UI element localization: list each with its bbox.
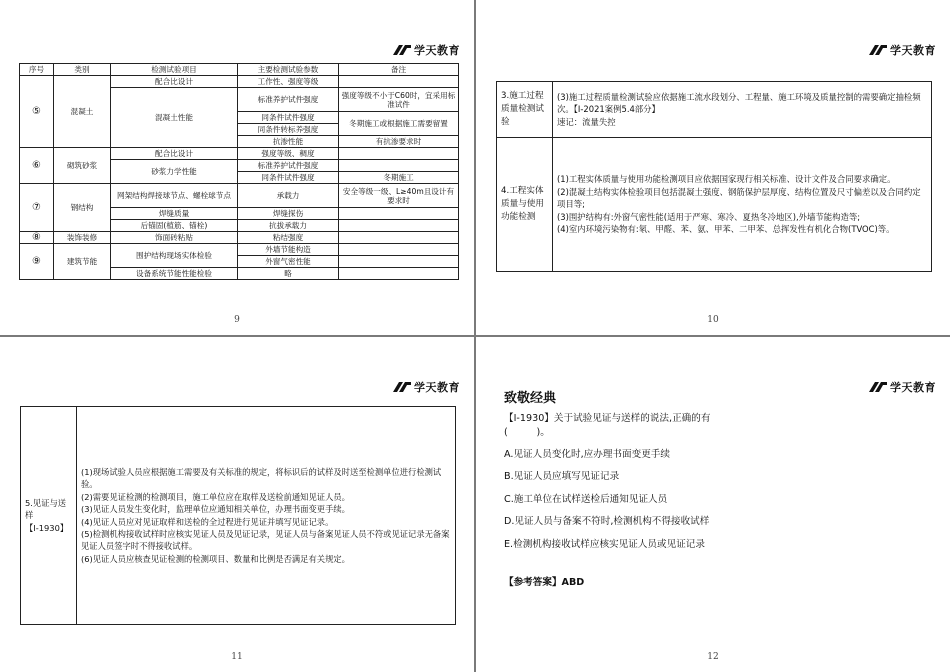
row-category: 钢结构: [54, 184, 111, 232]
header-test-item: 检测试验项目: [111, 64, 238, 76]
row-content: [77, 407, 456, 625]
inspection-table: [496, 81, 932, 272]
row-test-item: 砂浆力学性能: [111, 160, 238, 184]
content-line: (4)见证人员应对见证取样和送检的全过程进行见证并填写见证记录。: [81, 516, 334, 527]
row-test-item: 围护结构现场实体检验: [111, 244, 238, 268]
row-test-item: 设备系统节能性能检验: [111, 268, 238, 280]
quiz-title: 致敬经典: [504, 391, 557, 406]
row-note: [339, 220, 459, 232]
page-9: [0, 0, 474, 335]
table-row: [20, 232, 459, 244]
row-param: 同条件转标养强度: [238, 124, 339, 136]
quiz-option-d: D.见证人员与备案不符时,检测机构不得接收试样: [504, 516, 710, 528]
row-param: 外窗气密性能: [238, 256, 339, 268]
content-line: (3)见证人员发生变化时，监理单位应通知相关单位，办理书面变更手续。: [81, 504, 350, 515]
witness-table: [20, 406, 456, 625]
row-category: 3.施工过程质量检测试验: [497, 82, 553, 138]
header-category: 类别: [54, 64, 111, 76]
row-param: 抗拔承载力: [238, 220, 339, 232]
brand-name: 学天教育: [414, 381, 460, 394]
table-row: [20, 184, 459, 208]
row-test-item: 混凝土性能: [111, 88, 238, 148]
row-number: ⑤: [20, 76, 54, 148]
row-number: ⑦: [20, 184, 54, 232]
row-number: ⑥: [20, 148, 54, 184]
row-param: 略: [238, 268, 339, 280]
row-param: 粘结强度: [238, 232, 339, 244]
page-number: 12: [707, 652, 719, 662]
table-row: [20, 244, 459, 256]
quiz-option-b: B.见证人员应填写见证记录: [504, 471, 620, 483]
row-category: 5.见证与送样【Ⅰ-1930】: [21, 407, 77, 625]
row-number: ⑧: [20, 232, 54, 244]
content-line: (3)围护结构有:外窗气密性能(适用于严寒、寒冷、夏热冬冷地区),外墙节能构造等;: [557, 211, 861, 222]
page-11: [0, 337, 474, 672]
brand-name: 学天教育: [890, 381, 936, 394]
row-param: 工作性、强度等级: [238, 76, 339, 88]
row-note: 冬期施工或根据施工需要留置: [339, 112, 459, 136]
row-param: 同条件试件强度: [238, 172, 339, 184]
table-row: [21, 407, 456, 625]
page-number: 10: [707, 315, 719, 325]
brand-logo: [392, 379, 460, 395]
header-param: 主要检测试验参数: [238, 64, 339, 76]
row-note: 有抗渗要求时: [339, 136, 459, 148]
table-row: [497, 82, 932, 138]
row-note: [339, 232, 459, 244]
brand-name: 学天教育: [414, 44, 460, 57]
row-note: [339, 244, 459, 256]
row-note: [339, 208, 459, 220]
row-category: 混凝土: [54, 76, 111, 148]
page-10: [476, 0, 950, 335]
quiz-option-a: A.见证人员变化时,应办理书面变更手续: [504, 449, 670, 460]
row-category: 4.工程实体质量与使用功能检测: [497, 138, 553, 272]
content-line: (3)施工过程质量检测试验应依据施工流水段划分、工程量、施工环境及质量控制的需要确定抽检频次。【Ⅰ-2021案例5.4部分】: [557, 91, 921, 115]
header-note: 备注: [339, 64, 459, 76]
page-number: 9: [234, 315, 240, 325]
row-note: [339, 256, 459, 268]
row-note: [339, 268, 459, 280]
row-test-item: 后锚固(植筋、锚栓): [111, 220, 238, 232]
row-param: 焊缝探伤: [238, 208, 339, 220]
brand-logo: [868, 42, 936, 58]
row-category: 建筑节能: [54, 244, 111, 280]
quiz-answer: 【参考答案】ABD: [504, 576, 585, 588]
brand-logo-icon: [392, 44, 412, 56]
row-content: [553, 82, 932, 138]
row-test-item: 配合比设计: [111, 148, 238, 160]
content-line: (4)室内环境污染物有:氡、甲醛、苯、氨、甲苯、二甲苯、总挥发性有机化合物(TVOC)等。: [557, 224, 895, 235]
quiz-question: 【Ⅰ-1930】关于试验见证与送样的说法,正确的有: [504, 413, 711, 424]
brand-logo: [392, 42, 460, 58]
brand-logo-icon: [868, 44, 888, 56]
row-note: 强度等级不小于C60时，宜采用标准试件: [339, 88, 459, 112]
row-note: [339, 76, 459, 88]
row-test-item: 饰面砖粘贴: [111, 232, 238, 244]
table-header-row: [20, 64, 459, 76]
row-param: 强度等级、稠度: [238, 148, 339, 160]
content-line: 速记：流量失控: [557, 116, 616, 127]
quiz-section: [504, 387, 924, 588]
row-test-item: 焊缝质量: [111, 208, 238, 220]
quiz-blank: ( )。: [504, 427, 550, 438]
row-category: 砌筑砂浆: [54, 148, 111, 184]
row-content: [553, 138, 932, 272]
row-test-item: 网架结构焊接球节点、螺栓球节点: [111, 184, 238, 208]
content-line: (1)现场试验人员应根据施工需要及有关标准的规定，将标识后的试样及时送至检测单位进行检测试验。: [81, 466, 442, 490]
row-param: 外墙节能构造: [238, 244, 339, 256]
content-line: (5)检测机构接收试样时应核实见证人员及见证记录，见证人员与备案见证人员不符或见证记录无备案见证人员签字时不得接收试样。: [81, 528, 450, 552]
row-param: 标准养护试件强度: [238, 160, 339, 172]
table-row: [20, 148, 459, 160]
row-test-item: 配合比设计: [111, 76, 238, 88]
row-param: 同条件试件强度: [238, 112, 339, 124]
row-category: 装饰装修: [54, 232, 111, 244]
row-note: 冬期施工: [339, 172, 459, 184]
table-row: [497, 138, 932, 272]
row-param: 标准养护试件强度: [238, 88, 339, 112]
header-no: 序号: [20, 64, 54, 76]
row-param: 抗渗性能: [238, 136, 339, 148]
row-number: ⑨: [20, 244, 54, 280]
content-line: (2)需要见证检测的检测项目，施工单位应在取样及送检前通知见证人员。: [81, 491, 350, 502]
content-line: (6)见证人员应核查见证检测的检测项目、数量和比例是否满足有关规定。: [81, 553, 350, 564]
content-line: (2)混凝土结构实体检验项目包括混凝土强度、钢筋保护层厚度、结构位置及尺寸偏差以及合同约定项目等;: [557, 186, 921, 210]
brand-logo-icon: [392, 381, 412, 393]
row-note: [339, 160, 459, 172]
page-12: [476, 337, 950, 672]
quiz-option-e: E.检测机构接收试样应核实见证人员或见证记录: [504, 538, 705, 550]
content-line: (1)工程实体质量与使用功能检测项目应依据国家现行相关标准、设计文件及合同要求确定。: [557, 174, 896, 185]
row-note: 安全等级一级、L≥40m且设计有要求时: [339, 184, 459, 208]
quiz-option-c: C.施工单位在试样送检后通知见证人员: [504, 493, 668, 505]
row-param: 承载力: [238, 184, 339, 208]
page-number: 11: [231, 652, 243, 662]
brand-name: 学天教育: [890, 44, 936, 57]
test-items-table: [19, 63, 459, 280]
row-note: [339, 148, 459, 160]
table-row: [20, 76, 459, 88]
